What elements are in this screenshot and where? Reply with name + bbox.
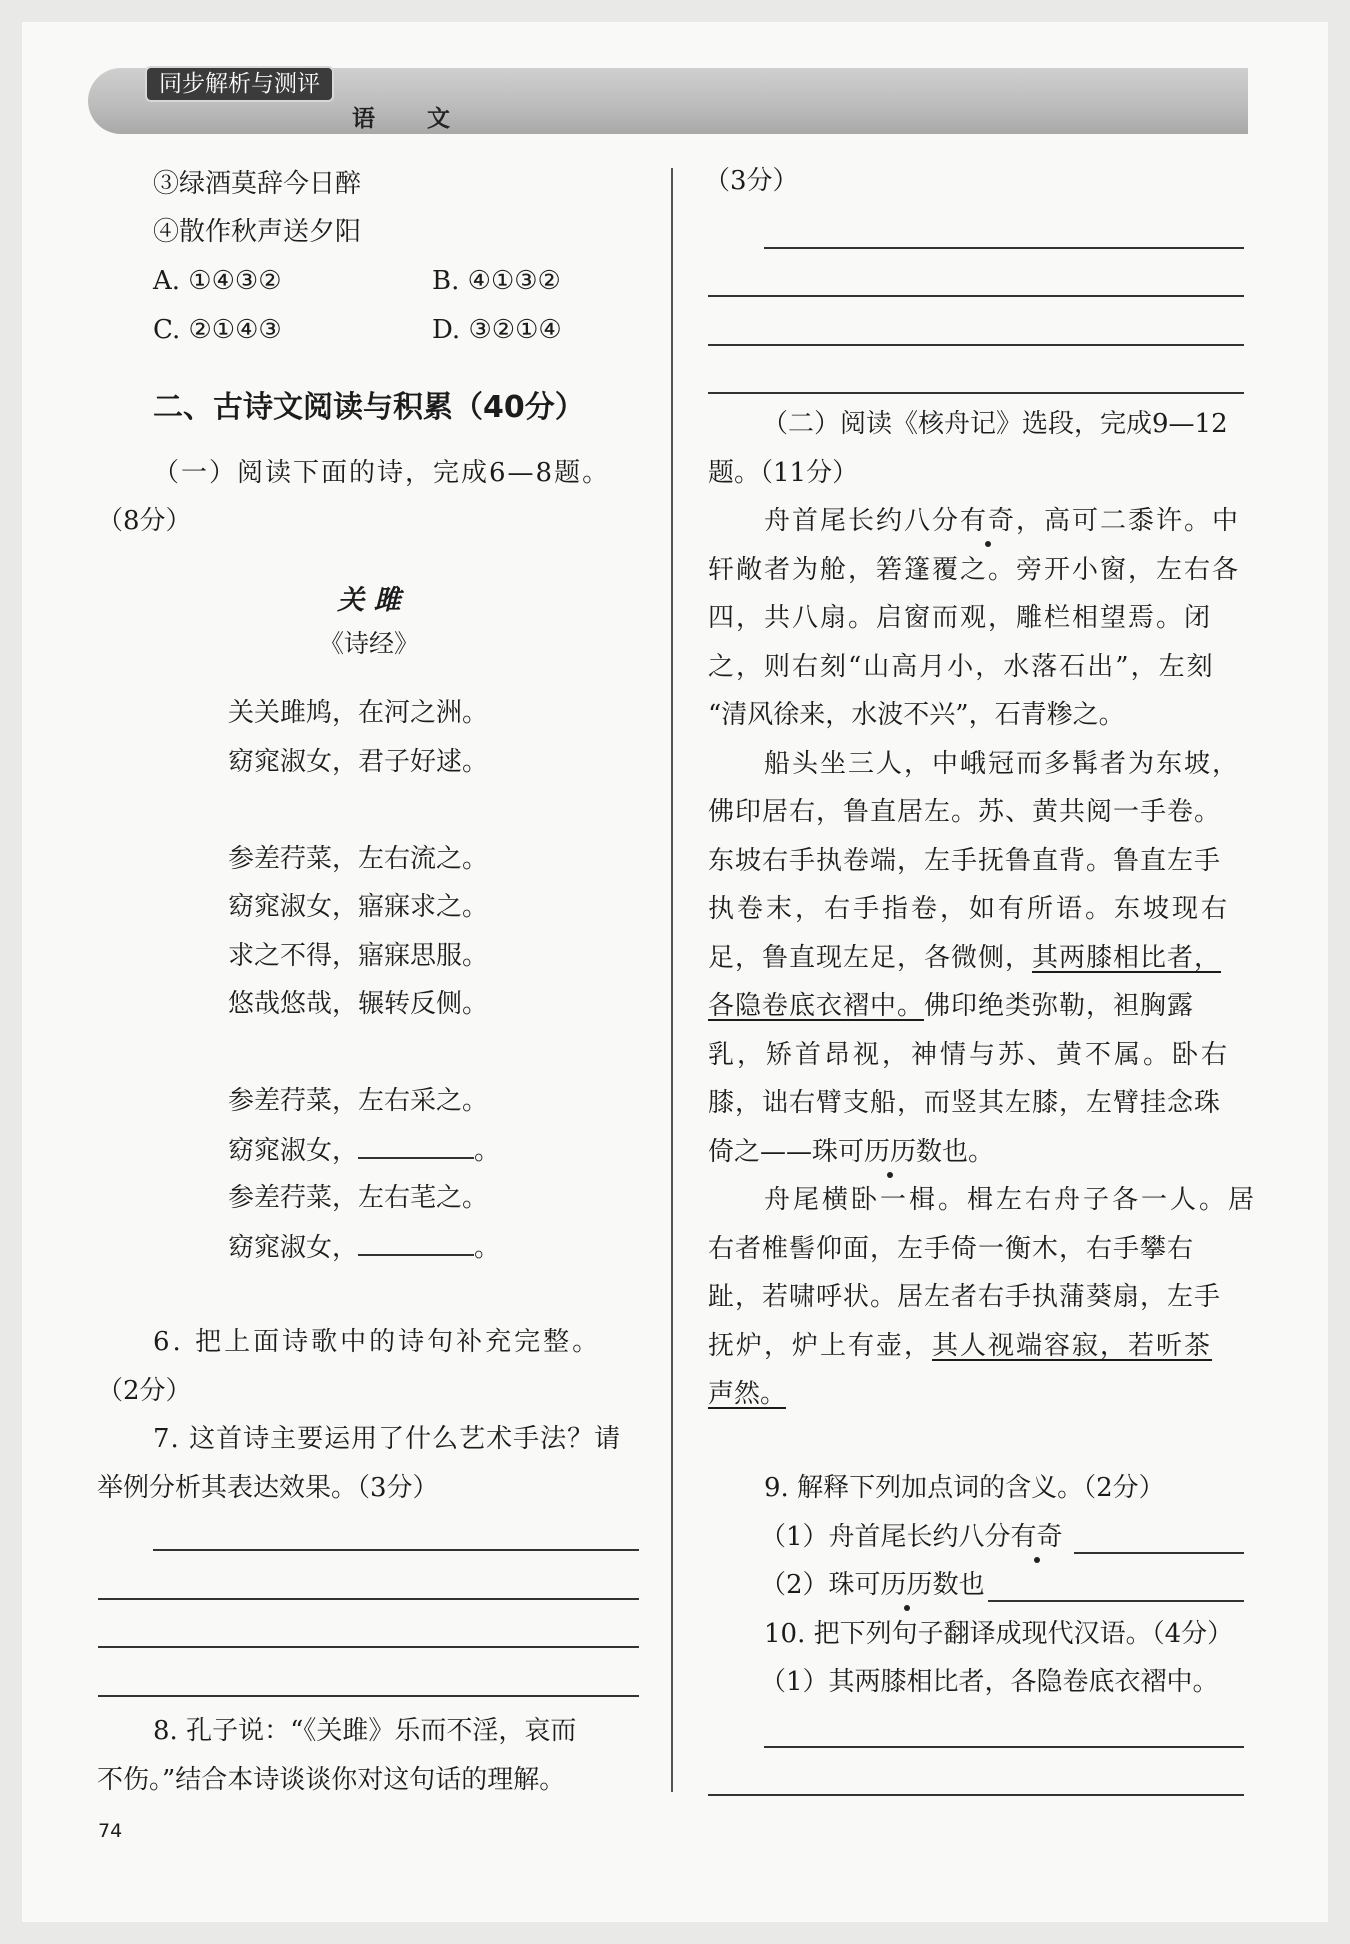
answer-line[interactable] (708, 1794, 1244, 1796)
passage-line: 四，共八扇。启窗而观，雕栏相望焉。闭 (708, 603, 1213, 633)
passage-line: 东坡右手执卷端，左手抚鲁直背。鲁直左手 (708, 846, 1222, 876)
poem-line-end: 。 (474, 1136, 501, 1166)
passage-line: 膝，诎右臂支船，而竖其左膝，左臂挂念珠 (708, 1088, 1222, 1118)
part2-intro: （二）阅读《核舟记》选段，完成9—12 (762, 409, 1228, 439)
answer-line[interactable] (708, 344, 1244, 346)
underlined-sentence: 各隐卷底衣褶中。 (708, 991, 925, 1021)
passage-line: “清风徐来，水波不兴”，石青糁之。 (708, 700, 1125, 730)
q9-item-text: 数也 (932, 1570, 985, 1600)
dotted-word: 有奇 (960, 506, 1017, 536)
passage-text: 倚之——珠可 (708, 1137, 865, 1167)
answer-line[interactable] (764, 247, 1244, 249)
answer-line[interactable] (764, 1746, 1244, 1748)
passage-line: 趾，若啸呼状。居左者右手执蒲葵扇，左手 (708, 1282, 1222, 1312)
answer-line[interactable] (98, 1695, 639, 1697)
passage-line (708, 1329, 1212, 1363)
choice-c: C. ②①④③ (153, 315, 282, 345)
poem-line-end: 。 (474, 1233, 501, 1263)
poem-line-blank (228, 1133, 500, 1168)
passage-line: 乳，矫首昂视，神情与苏、黄不属。卧右 (708, 1040, 1231, 1070)
part2-score: 题。（11分） (708, 458, 859, 488)
q6-score: （2分） (97, 1376, 192, 1406)
answer-line[interactable] (98, 1646, 639, 1648)
passage-line: 船头坐三人，中峨冠而多髯者为东坡， (764, 749, 1241, 779)
passage-line: 右者椎髻仰面，左手倚一衡木，右手攀右 (708, 1234, 1195, 1264)
q10-item-1: （1）其两膝相比者，各隐卷底衣褶中。 (760, 1667, 1219, 1697)
q7-text: 7. 这首诗主要运用了什么艺术手法？请 (153, 1424, 622, 1454)
q9-item-text: （1）舟首尾长约八分 (760, 1522, 1011, 1552)
q6-text: 6. 把上面诗歌中的诗句补充完整。 (153, 1327, 602, 1357)
column-divider (671, 168, 673, 1792)
q8-text: 8. 孔子说：“《关雎》乐而不淫，哀而 (153, 1716, 577, 1746)
answer-line[interactable] (98, 1598, 639, 1600)
fill-blank[interactable] (358, 1133, 474, 1159)
passage-text: 足，鲁直现左足，各微侧， (708, 943, 1033, 973)
poem-line: 参差荇菜，左右流之。 (228, 844, 489, 874)
section-title: 二、古诗文阅读与积累（40分） (153, 390, 585, 425)
choice-a: A. ①④③② (153, 266, 282, 296)
passage-text: 抚炉，炉上有壶， (708, 1331, 933, 1361)
option-line-4: ④散作秋声送夕阳 (153, 217, 362, 247)
poem-line: 求之不得，寤寐思服。 (228, 941, 489, 971)
underlined-sentence: 其两膝相比者， (1032, 943, 1222, 973)
answer-line[interactable] (708, 295, 1244, 297)
poem-line: 参差荇菜，左右芼之。 (228, 1183, 489, 1213)
passage-text: 舟首尾长约八分 (764, 506, 961, 536)
q8-text-2: 不伤。”结合本诗谈谈你对这句话的理解。 (97, 1765, 566, 1795)
answer-line[interactable] (153, 1549, 639, 1551)
passage-line: 舟尾横卧一楫。楫左右舟子各一人。居 (764, 1185, 1258, 1215)
passage-line: 佛印居右，鲁直居左。苏、黄共阅一手卷。 (708, 797, 1222, 827)
poem-line: 参差荇菜，左右采之。 (228, 1086, 489, 1116)
poem-line-text: 窈窕淑女， (228, 1136, 359, 1166)
passage-text: ，高可二黍许。中 (1016, 506, 1241, 536)
passage-line (708, 989, 1194, 1023)
passage-line (708, 1377, 786, 1411)
page-number: 74 (98, 1820, 123, 1842)
q10-text: 10. 把下列句子翻译成现代汉语。（4分） (764, 1619, 1234, 1649)
part1-intro: （一）阅读下面的诗，完成6—8题。 (153, 458, 611, 488)
q9-item-1 (760, 1520, 1063, 1554)
passage-line (708, 1135, 994, 1169)
q7-text-2: 举例分析其表达效果。（3分） (97, 1473, 439, 1503)
poem-line: 窈窕淑女，寤寐求之。 (228, 892, 489, 922)
poem-line: 悠哉悠哉，辗转反侧。 (228, 989, 489, 1019)
answer-line[interactable] (1074, 1552, 1244, 1554)
q9-item-2 (760, 1568, 985, 1602)
subject-label: 语 文 (352, 106, 473, 132)
underlined-sentence: 其人视端容寂，若听茶 (932, 1331, 1213, 1361)
poem-line: 关关雎鸠，在河之洲。 (228, 698, 489, 728)
passage-line (708, 941, 1221, 975)
q-score: （3分） (704, 166, 799, 196)
poem-line-text: 窈窕淑女， (228, 1233, 359, 1263)
choice-d: D. ③②①④ (432, 315, 562, 345)
poem-line-blank (228, 1230, 500, 1265)
passage-line: 轩敞者为舱，箬篷覆之。旁开小窗，左右各 (708, 555, 1241, 585)
answer-line[interactable] (988, 1600, 1244, 1602)
dotted-word: 历历 (864, 1137, 917, 1167)
poem-title: 关 雎 (337, 585, 401, 616)
dotted-word: 历历 (880, 1570, 933, 1600)
passage-text: 佛印绝类弥勒，袒胸露 (924, 991, 1195, 1021)
passage-text: 数也。 (916, 1137, 995, 1167)
part1-score: （8分） (97, 506, 192, 536)
fill-blank[interactable] (358, 1230, 474, 1256)
poem-source: 《诗经》 (318, 629, 419, 658)
poem-line: 窈窕淑女，君子好逑。 (228, 747, 489, 777)
passage-line (764, 504, 1240, 538)
passage-line: 执卷末，右手指卷，如有所语。东坡现右 (708, 894, 1231, 924)
passage-line: 之，则右刻“山高月小，水落石出”，左刻 (708, 652, 1215, 682)
q9-item-text: （2）珠可 (760, 1570, 881, 1600)
answer-line[interactable] (708, 392, 1244, 394)
underlined-sentence: 声然。 (708, 1379, 787, 1409)
option-line-3: ③绿酒莫辞今日醉 (153, 169, 362, 199)
dotted-word: 有奇 (1010, 1522, 1063, 1552)
series-title: 同步解析与测评 (145, 66, 334, 102)
q9-text: 9. 解释下列加点词的含义。（2分） (764, 1473, 1165, 1503)
choice-b: B. ④①③② (432, 266, 561, 296)
